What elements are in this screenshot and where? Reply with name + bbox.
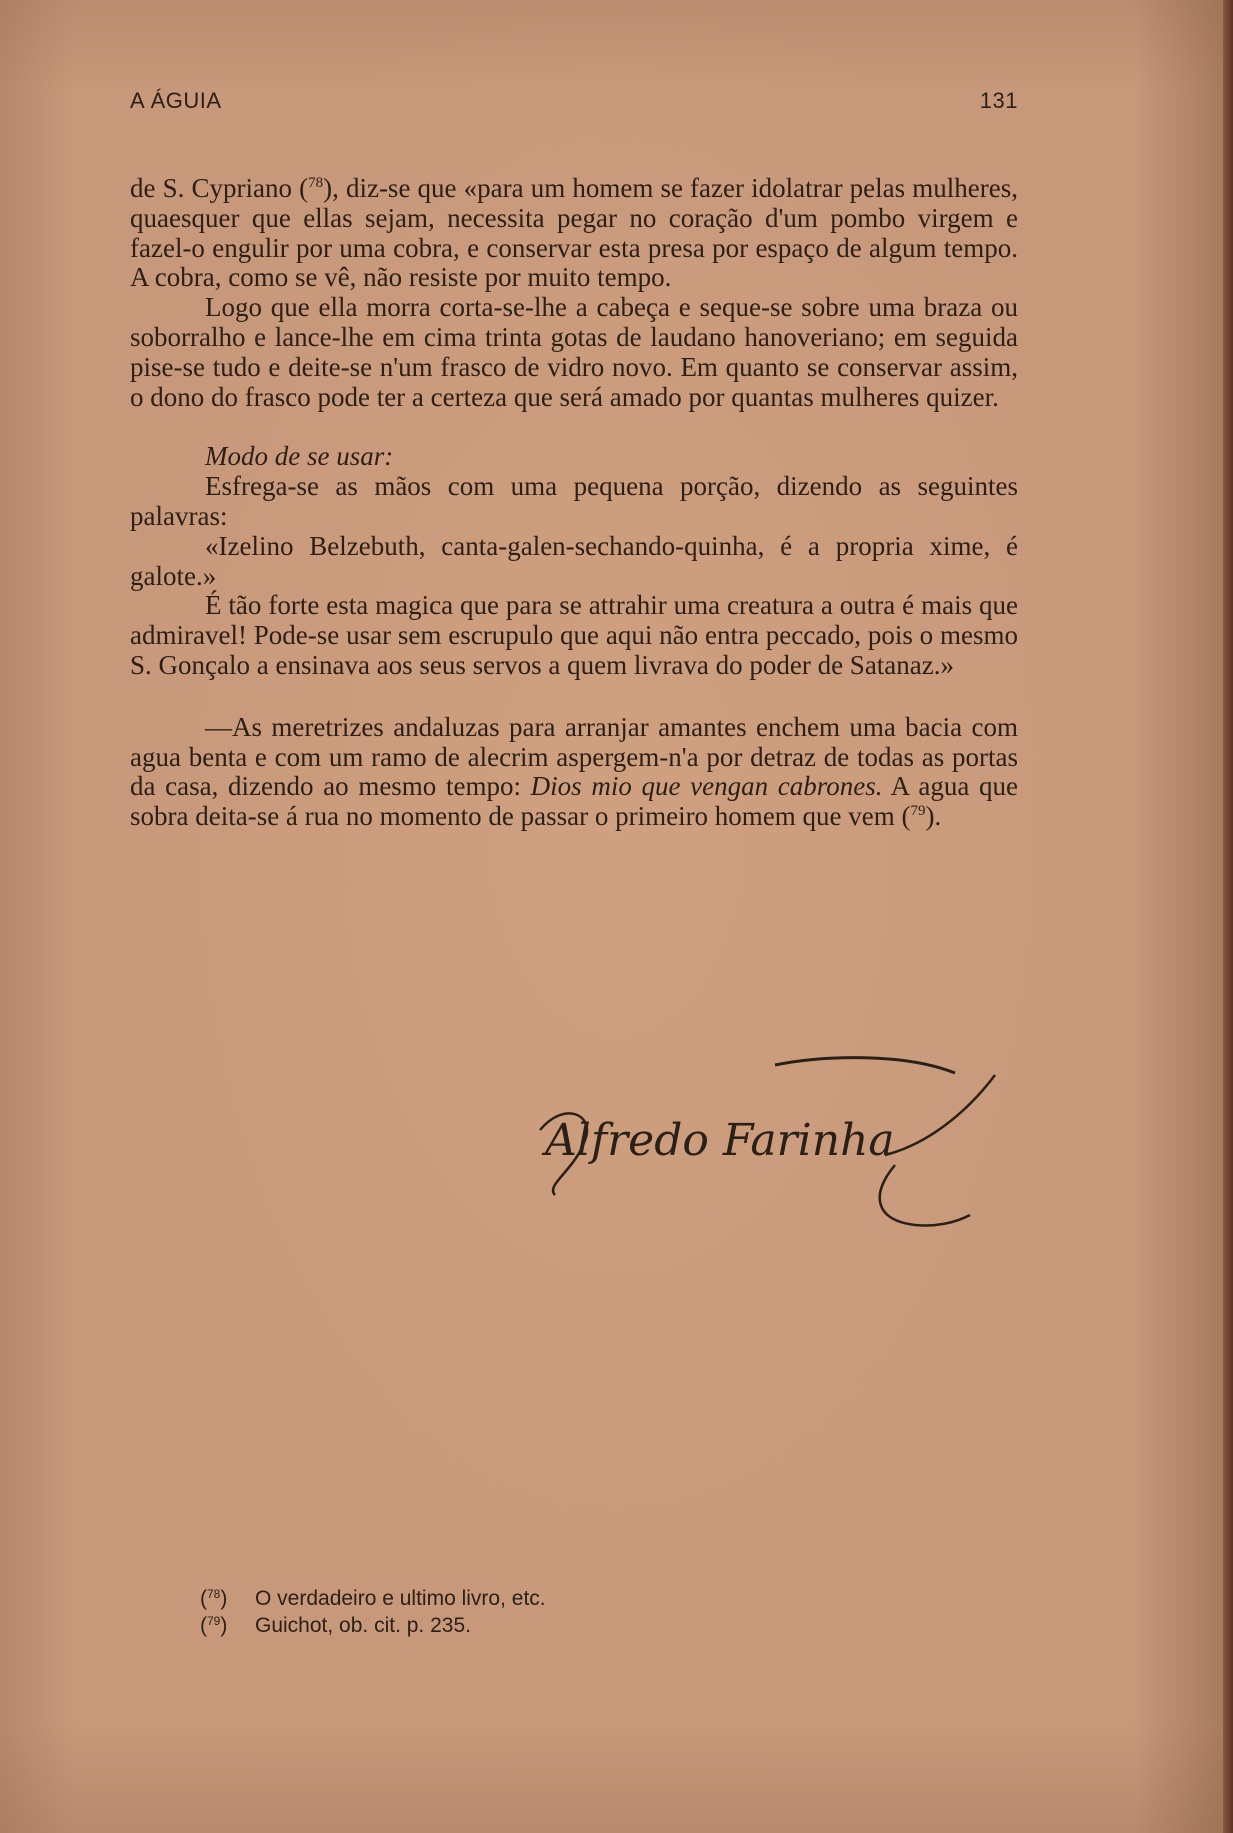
signature-name: Alfredo Farinha bbox=[545, 1115, 895, 1166]
paragraph-7-text-b: A agua que sobra deita-se á rua no momento de passar o primeiro homem que vem ( bbox=[130, 771, 1018, 832]
signature-drawing bbox=[525, 1045, 1015, 1240]
footnote-mark bbox=[200, 1612, 255, 1639]
journal-title: A ÁGUIA bbox=[130, 88, 222, 113]
footnote-mark bbox=[200, 1585, 255, 1612]
article-body bbox=[130, 174, 1018, 832]
page-number: 131 bbox=[979, 88, 1018, 113]
footnote-ref-79: 79 bbox=[910, 803, 926, 820]
paragraph-1-text-b: ), diz-se que «para um homem se fazer idolatrar pelas mulheres, quaesquer que ellas sejam, necessita pegar no coração d'um pombo virgem e fazel-o engulir por uma cobra, e conservar esta presa por espaço de algum tempo. A cobra, como se vê, não resiste por muito tempo. bbox=[130, 173, 1018, 293]
paragraph-7-text-a: —As meretrizes andaluzas para arranjar amantes enchem uma bacia com agua benta e com um ramo de alecrim aspergem-n'a por detraz de todas as portas da casa, dizendo ao mesmo tempo: bbox=[130, 711, 1018, 802]
footnotes bbox=[200, 1585, 800, 1639]
footnote-number: 79 bbox=[207, 1614, 221, 1628]
paragraph-1-text-a: de S. Cypriano ( bbox=[130, 173, 309, 203]
footnote-ref-78: 78 bbox=[308, 175, 324, 191]
footnote-paren-open: ( bbox=[200, 1587, 207, 1610]
footnote-paren-open: ( bbox=[200, 1614, 207, 1637]
paragraph-7 bbox=[130, 713, 1018, 832]
footnote-text: Guichot, ob. cit. p. 235. bbox=[255, 1614, 471, 1637]
footnote-text: O verdadeiro e ultimo livro, etc. bbox=[255, 1587, 546, 1610]
page-edge bbox=[1223, 0, 1233, 1833]
footnote-79 bbox=[200, 1612, 800, 1639]
paragraph-3 bbox=[130, 442, 1018, 472]
paragraph-6: É tão forte esta magica que para se attrahir uma creatura a outra é mais que admiravel! Pode-se usar sem escrupulo que aqui não entra peccado, pois o mesmo S. Gonçalo a ensinava aos seus servos a quem livrava do poder de Satanaz.» bbox=[130, 590, 1018, 680]
footnote-paren-close: ) bbox=[220, 1614, 228, 1637]
footnote-number: 78 bbox=[207, 1587, 221, 1601]
footnote-paren-close: ) bbox=[220, 1587, 228, 1610]
paragraph-4: Esfrega-se as mãos com uma pequena porção, dizendo as seguintes palavras: bbox=[130, 471, 1018, 531]
usage-heading: Modo de se usar: bbox=[205, 441, 394, 472]
signature bbox=[525, 1045, 1015, 1240]
paragraph-5: «Izelino Belzebuth, canta-galen-sechando-quinha, é a propria xime, é galote.» bbox=[130, 530, 1018, 591]
paragraph-7-text-c: ). bbox=[925, 801, 942, 832]
paragraph-1 bbox=[130, 174, 1018, 293]
paragraph-7-italic: Dios mio que vengan cabrones. bbox=[530, 771, 883, 802]
paragraph-2: Logo que ella morra corta-se-lhe a cabeça e seque-se sobre uma braza ou soborralho e lance-lhe em cima trinta gotas de laudano hanoveriano; em seguida pise-se tudo e deite-se n'um frasco de vidro novo. Em quanto se conservar assim, o dono do frasco pode ter a certeza que será amado por quantas mulheres quizer. bbox=[130, 292, 1018, 412]
footnote-78 bbox=[200, 1585, 800, 1612]
